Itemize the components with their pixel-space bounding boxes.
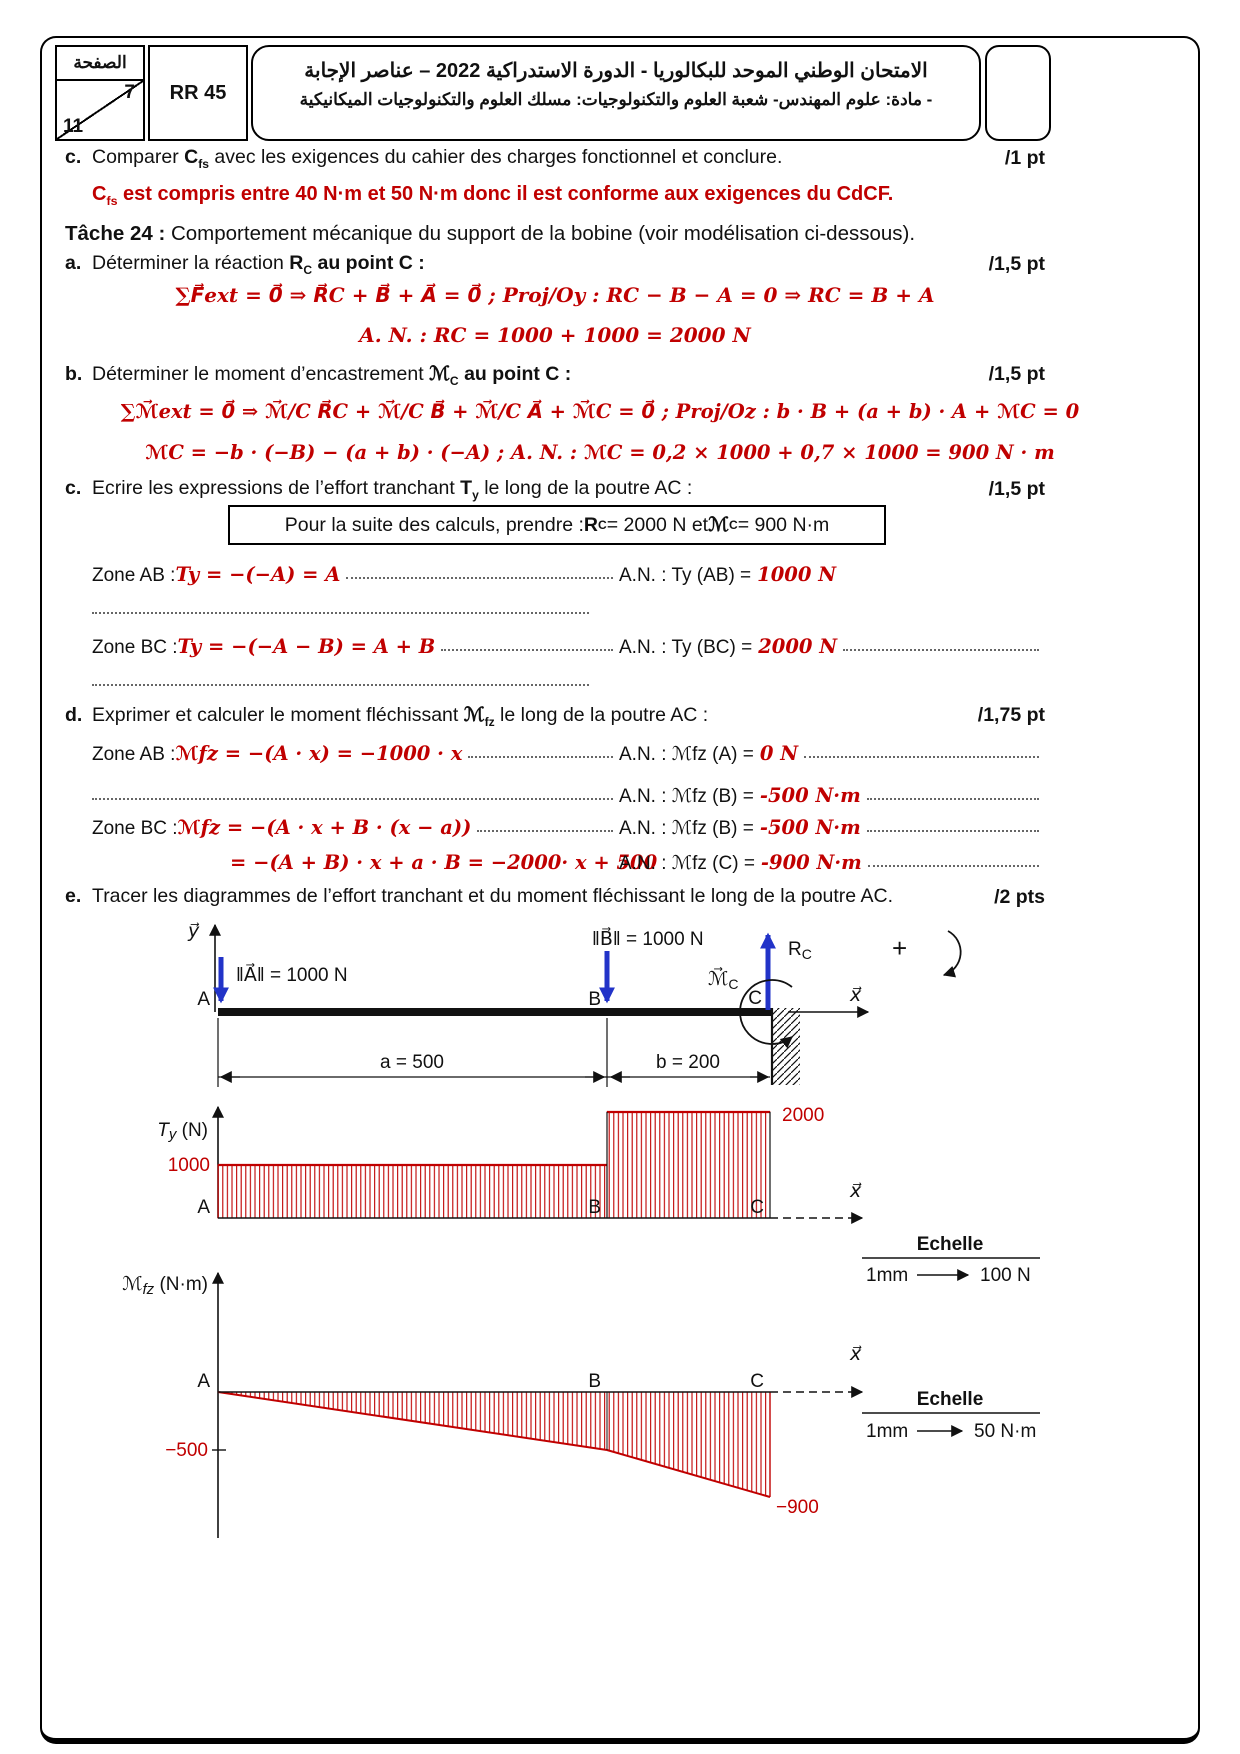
points-badge: /2 pts xyxy=(994,886,1045,908)
note-text: Pour la suite des calculs, prendre : xyxy=(284,513,584,536)
mfz-value-m500: −500 xyxy=(165,1440,208,1461)
y-axis-label: y⃗ xyxy=(188,920,200,942)
mfz-area xyxy=(218,1392,770,1497)
ty-area-bc xyxy=(607,1112,770,1218)
points-badge: /1,5 pt xyxy=(988,253,1045,275)
dotted-leader xyxy=(346,577,613,579)
zone-label: Zone BC : xyxy=(92,637,178,658)
dotted-leader xyxy=(441,649,613,651)
ty-value-1000: 1000 xyxy=(167,1155,210,1176)
text-part: Exprimer et calculer le moment fléchissant xyxy=(92,704,464,726)
symbol-sub: y xyxy=(472,487,479,502)
x-axis-label: x⃗ xyxy=(850,984,862,1006)
text-part: avec les exigences du cahier des charges fonctionnel et conclure. xyxy=(208,146,783,168)
mfz-axis-label: ℳ$_{fz}$ (N·m) xyxy=(122,1274,208,1298)
answer-a-numeric: A. N. : RC = 1000 + 1000 = 2000 N xyxy=(359,323,751,347)
ty-diagram xyxy=(157,1105,1040,1286)
dotted-leader xyxy=(92,798,613,800)
symbol: ℳ xyxy=(429,363,450,385)
an-label: A.N. : Ty (AB) = xyxy=(619,565,752,586)
zone-ab-mfz-expression: ℳfz = −(A · x) = −1000 · x xyxy=(175,742,463,765)
zone-bc-mfz-expression: ℳfz = −(A · x + B · (x − a)) xyxy=(177,816,472,839)
dotted-leader xyxy=(867,798,1039,800)
ty-area-ab xyxy=(218,1165,607,1218)
mfz-diagram xyxy=(122,1273,1040,1538)
mfz-value-m900: −900 xyxy=(776,1497,819,1518)
an-label: A.N. : ℳfz (A) = xyxy=(619,744,754,765)
point-a-label: A xyxy=(197,989,210,1010)
exam-code-box xyxy=(148,45,248,141)
page-current: 7 xyxy=(124,82,135,103)
points-badge: /1,5 pt xyxy=(988,478,1045,500)
item-letter: e. xyxy=(65,885,82,907)
mfz-scale-to: 50 N·m xyxy=(974,1421,1037,1442)
item-letter: c. xyxy=(65,477,82,499)
page-number-diagonal xyxy=(57,81,143,139)
exam-title-line2: - مادة: علوم المهندس- شعبة العلوم والتكنولوجيات: مسلك العلوم والتكنولوجيات الميكانيكية xyxy=(299,90,933,109)
symbol-sub: fz xyxy=(484,714,495,729)
an-value: -500 N·m xyxy=(759,784,861,807)
an-label: A.N. : ℳfz (C) = xyxy=(619,853,755,874)
points-badge: /1,75 pt xyxy=(977,704,1045,726)
an-value: -500 N·m xyxy=(759,816,861,839)
text-part: au point C : xyxy=(458,363,572,385)
text-part: le long de la poutre AC : xyxy=(494,704,709,726)
an-value: 2000 N xyxy=(758,635,838,658)
points-badge: /1 pt xyxy=(1004,147,1045,169)
symbol: C xyxy=(184,146,199,168)
ty-scale-from: 1mm xyxy=(866,1265,909,1286)
zone-bc-ty-expression: Ty = −(−A − B) = A + B xyxy=(177,635,436,658)
ty-x-axis-label: x⃗ xyxy=(850,1180,862,1202)
symbol-sub: C xyxy=(449,373,459,388)
mfz-zone-bc-row2 xyxy=(92,851,1045,875)
text-part: Tracer les diagrammes de l’effort tranchant et du moment fléchissant le long de la poutre AC. xyxy=(92,885,893,907)
text-part: Déterminer le moment d’encastrement xyxy=(92,363,430,385)
symbol-sub: fs xyxy=(198,156,209,171)
note-symbol-m: ℳ xyxy=(708,514,729,536)
dotted-leader xyxy=(843,649,1039,651)
text-part: le long de la poutre AC : xyxy=(478,477,693,499)
note-symbol-m-sub: C xyxy=(728,518,738,532)
calculation-note-box xyxy=(228,505,886,545)
question-d xyxy=(65,703,1045,729)
text-part: Ecrire les expressions de l’effort tranchant xyxy=(92,477,461,499)
ty-point-a: A xyxy=(197,1197,210,1218)
moment-c-label: $ℳ⃗_C$ xyxy=(708,969,739,992)
mfz-point-c: C xyxy=(750,1371,764,1392)
an-value: 0 N xyxy=(759,742,799,765)
mfz-x-axis-label: x⃗ xyxy=(850,1343,862,1365)
beam-diagram xyxy=(187,920,961,1087)
text-part: au point C : xyxy=(312,252,425,274)
question-a xyxy=(65,252,1045,277)
symbol: R xyxy=(289,252,304,274)
answer-b-numeric: ℳC = −b · (−B) − (a + b) · (−A) ; A. N. : ℳC = 0,2 × 1000 + 0,7 × 1000 = 900 N · m xyxy=(145,441,1055,464)
ty-value-2000: 2000 xyxy=(782,1105,825,1126)
mfz-scale-from: 1mm xyxy=(866,1421,909,1442)
item-letter: d. xyxy=(65,704,83,726)
question-c-ty xyxy=(65,477,1045,502)
task-label: Tâche 24 : xyxy=(65,222,166,245)
exam-code: RR 45 xyxy=(169,81,227,104)
question-c-compare xyxy=(65,146,1045,171)
answer-a-equation: ∑F⃗ext = 0⃗ ⇒ R⃗C + B⃗ + A⃗ = 0⃗ ; Proj/Oy : RC − B − A = 0 ⇒ RC = B + A xyxy=(175,283,935,307)
answer-b-equation: ∑ℳ⃗ext = 0⃗ ⇒ ℳ⃗/C R⃗C + ℳ⃗/C B⃗ + ℳ⃗/C A⃗ + ℳ⃗C = 0⃗ ; Proj/Oz : b · B + (a + b) · A + ℳC = 0 xyxy=(120,400,1080,423)
answer-text: est compris entre 40 N·m et 50 N·m donc il est conforme aux exigences du CdCF. xyxy=(117,183,894,205)
ty-zone-ab-row xyxy=(92,563,1045,587)
zone-label: Zone BC : xyxy=(92,818,178,839)
zone-label: Zone AB : xyxy=(92,744,176,765)
points-badge: /1,5 pt xyxy=(988,363,1045,385)
answer-symbol-sub: fs xyxy=(106,194,118,208)
positive-sign-arc xyxy=(944,931,961,975)
positive-sign: + xyxy=(892,933,908,963)
zone-ab-ty-expression: Ty = −(−A) = A xyxy=(175,563,341,586)
force-b-label: ‖B⃗‖ = 1000 N xyxy=(592,929,704,950)
ty-scale-to: 100 N xyxy=(980,1265,1031,1286)
symbol-sub: C xyxy=(303,262,313,277)
answer-symbol: C xyxy=(92,183,107,205)
ty-axis-label: Ty (N) xyxy=(157,1120,208,1143)
note-text: = 2000 N et xyxy=(606,513,709,536)
page-total: 11 xyxy=(63,116,84,137)
dotted-line xyxy=(92,604,589,614)
zone-bc-mfz-expression-2: = −(A + B) · x + a · B = −2000· x + 500 xyxy=(230,851,658,874)
exam-title-line1: الامتحان الوطني الموحد للبكالوريا - الدورة الاستدراكية 2022 – عناصر الإجابة xyxy=(304,60,928,82)
note-symbol-r: R xyxy=(583,513,598,536)
zone-label: Zone AB : xyxy=(92,565,176,586)
an-value: -900 N·m xyxy=(760,851,862,874)
exam-title-box xyxy=(251,45,981,141)
page-label: الصفحة xyxy=(57,47,143,81)
ty-scale-title: Echelle xyxy=(916,1234,984,1255)
task-text: Comportement mécanique du support de la bobine (voir modélisation ci-dessous). xyxy=(165,222,916,245)
beam-bar xyxy=(218,1008,772,1016)
dotted-leader xyxy=(468,756,613,758)
note-symbol-r-sub: C xyxy=(597,518,607,532)
an-label: A.N. : ℳfz (B) = xyxy=(619,818,754,839)
ty-zone-bc-row xyxy=(92,635,1045,659)
diagrams-figure xyxy=(0,905,1240,1560)
item-letter: a. xyxy=(65,252,82,274)
point-c-label: C xyxy=(748,988,762,1009)
dimension-b-label: b = 200 xyxy=(656,1052,720,1073)
dotted-line xyxy=(92,676,589,686)
wall-hatch xyxy=(772,1008,800,1085)
item-letter: b. xyxy=(65,363,83,385)
dotted-leader xyxy=(804,756,1039,758)
point-b-label: B xyxy=(588,989,601,1010)
an-value: 1000 N xyxy=(757,563,837,586)
mfz-point-a: A xyxy=(197,1371,210,1392)
page-number-box xyxy=(55,45,145,141)
mfz-scale-title: Echelle xyxy=(916,1389,984,1410)
dotted-leader xyxy=(868,865,1039,867)
dotted-leader xyxy=(867,830,1039,832)
reaction-c-label: $R_C$ xyxy=(788,939,812,962)
mfz-b-row xyxy=(92,784,1045,808)
dimension-a-label: a = 500 xyxy=(380,1052,444,1073)
mfz-zone-bc-row xyxy=(92,816,1045,840)
dotted-leader xyxy=(477,830,613,832)
task-24-title xyxy=(65,222,1045,246)
mfz-point-b: B xyxy=(588,1371,601,1392)
symbol: ℳ xyxy=(463,704,485,726)
note-text: = 900 N·m xyxy=(737,513,830,536)
answer-c-compare xyxy=(92,183,1072,208)
text-part: Comparer xyxy=(92,146,185,168)
ty-point-b: B xyxy=(588,1197,601,1218)
question-b xyxy=(65,362,1045,388)
text-part: Déterminer la réaction xyxy=(92,252,290,274)
ty-point-c: C xyxy=(750,1197,764,1218)
header-empty-box xyxy=(985,45,1051,141)
item-letter: c. xyxy=(65,146,82,168)
symbol: T xyxy=(460,477,473,499)
an-label: A.N. : Ty (BC) = xyxy=(619,637,753,658)
mfz-zone-ab-row xyxy=(92,742,1045,766)
force-a-label: ‖A⃗‖ = 1000 N xyxy=(236,965,348,986)
an-label: A.N. : ℳfz (B) = xyxy=(619,786,754,807)
